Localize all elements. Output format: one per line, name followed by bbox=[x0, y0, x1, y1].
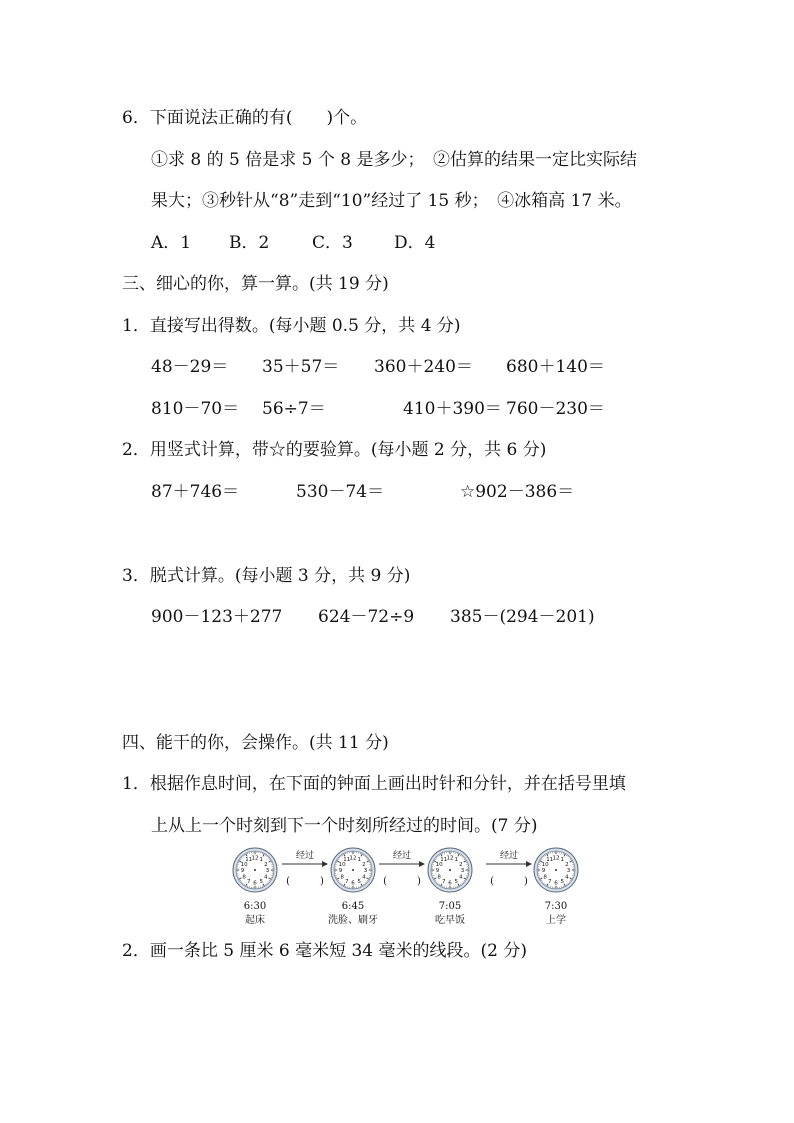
dial-number: 12 bbox=[446, 855, 454, 862]
dial-number: 12 bbox=[349, 855, 357, 862]
clock-activity-1: 起床 bbox=[245, 915, 265, 926]
dial-number: 5 bbox=[454, 878, 458, 885]
dial-number: 2 bbox=[362, 861, 366, 868]
dial-number: 5 bbox=[259, 878, 263, 885]
step-calc-item: 624－72÷9 bbox=[318, 607, 415, 627]
q6-option-d: D．4 bbox=[394, 233, 436, 253]
q6-stem: 6．下面说法正确的有( )个。 bbox=[122, 108, 368, 128]
mental-math-item: 810－70＝ bbox=[151, 399, 240, 419]
arrow-label: 经过 bbox=[392, 851, 411, 861]
dial-number: 3 bbox=[363, 868, 368, 874]
dial-number: 8 bbox=[437, 874, 441, 881]
dial-number: 2 bbox=[264, 861, 268, 868]
dial-number: 1 bbox=[560, 857, 564, 864]
dial-number: 7 bbox=[548, 878, 552, 885]
dial-number: 11 bbox=[440, 857, 448, 864]
dial-number: 8 bbox=[242, 874, 246, 881]
clock-activity-4: 上学 bbox=[546, 915, 566, 926]
dial-number: 3 bbox=[265, 868, 270, 874]
mental-math-item: 360＋240＝ bbox=[374, 357, 473, 377]
dial-number: 9 bbox=[338, 868, 343, 874]
vertical-calc-item: 530－74＝ bbox=[296, 482, 385, 502]
dial-number: 4 bbox=[565, 874, 569, 881]
clock-activity-3: 吃早饭 bbox=[435, 915, 465, 926]
dial-number: 10 bbox=[338, 861, 346, 868]
dial-number: 5 bbox=[560, 878, 564, 885]
dial-number: 8 bbox=[340, 874, 344, 881]
mental-math-item: 410＋390＝ bbox=[403, 399, 502, 419]
arrow-label: 经过 bbox=[499, 851, 518, 861]
clock-time-1: 6:30 bbox=[243, 901, 267, 912]
clock-face-3[interactable] bbox=[427, 847, 473, 893]
arrow-label: 经过 bbox=[295, 851, 314, 861]
dial-number: 7 bbox=[247, 878, 251, 885]
dial-number: 10 bbox=[541, 861, 549, 868]
clock-time-3: 7:05 bbox=[438, 901, 462, 912]
dial-number: 11 bbox=[245, 857, 253, 864]
dial-number: 11 bbox=[546, 857, 554, 864]
mental-math-item: 760－230＝ bbox=[506, 399, 605, 419]
mental-math-row-1 bbox=[151, 355, 651, 379]
dial-number: 9 bbox=[541, 868, 546, 874]
clock-dial-icon bbox=[232, 847, 278, 893]
right-arrow-icon bbox=[486, 859, 532, 869]
dial-number: 8 bbox=[543, 874, 547, 881]
clock-time-4: 7:30 bbox=[544, 901, 568, 912]
dial-number: 12 bbox=[552, 855, 560, 862]
step-calc-row bbox=[151, 605, 631, 629]
dial-number: 1 bbox=[357, 857, 361, 864]
dial-number: 3 bbox=[460, 868, 465, 874]
dial-number: 9 bbox=[435, 868, 440, 874]
section3-q2-stem: 2．用竖式计算，带☆的要验算。(每小题 2 分，共 6 分) bbox=[122, 440, 547, 460]
vertical-calc-item: ☆902－386＝ bbox=[460, 482, 575, 502]
clock-face-1[interactable] bbox=[232, 847, 278, 893]
dial-number: 10 bbox=[435, 861, 443, 868]
dial-number: 1 bbox=[454, 857, 458, 864]
mental-math-item: 35＋57＝ bbox=[262, 357, 340, 377]
section3-title: 三、细心的你，算一算。(共 19 分) bbox=[122, 274, 389, 294]
dial-number: 5 bbox=[357, 878, 361, 885]
q6-options bbox=[151, 231, 571, 255]
elapsed-time-blank-3[interactable]: ( ) bbox=[490, 876, 528, 887]
q6-option-b: B．2 bbox=[229, 233, 270, 253]
section4-title: 四、能干的你，会操作。(共 11 分) bbox=[122, 733, 389, 753]
clock-dial-icon bbox=[427, 847, 473, 893]
clock-face-2[interactable] bbox=[330, 847, 376, 893]
dial-number: 3 bbox=[566, 868, 571, 874]
dial-number: 11 bbox=[343, 857, 351, 864]
dial-number: 6 bbox=[448, 880, 452, 887]
clock-dial-icon bbox=[330, 847, 376, 893]
mental-math-item: 680＋140＝ bbox=[506, 357, 605, 377]
dial-number: 2 bbox=[565, 861, 569, 868]
dial-number: 6 bbox=[554, 880, 558, 887]
mental-math-item: 48－29＝ bbox=[151, 357, 229, 377]
dial-number: 12 bbox=[251, 855, 259, 862]
schedule-clock-figure bbox=[228, 845, 584, 929]
mental-math-row-2 bbox=[151, 397, 651, 421]
vertical-calc-row bbox=[151, 480, 631, 504]
dial-number: 2 bbox=[459, 861, 463, 868]
section4-q1-line1: 1．根据作息时间，在下面的钟面上画出时针和分针，并在括号里填 bbox=[122, 774, 626, 794]
dial-number: 7 bbox=[442, 878, 446, 885]
dial-number: 4 bbox=[362, 874, 366, 881]
clock-face-4[interactable] bbox=[533, 847, 579, 893]
q6-option-a: A．1 bbox=[151, 233, 192, 253]
dial-number: 9 bbox=[240, 868, 245, 874]
dial-number: 1 bbox=[259, 857, 263, 864]
elapsed-time-blank-1[interactable]: ( ) bbox=[286, 876, 324, 887]
dial-number: 10 bbox=[240, 861, 248, 868]
q6-statement-line1: ①求 8 的 5 倍是求 5 个 8 是多少； ②估算的结果一定比实际结 bbox=[151, 150, 637, 170]
step-calc-item: 385－(294－201) bbox=[450, 607, 595, 627]
dial-number: 6 bbox=[351, 880, 355, 887]
clock-dial-icon bbox=[533, 847, 579, 893]
section4-q2-stem: 2．画一条比 5 厘米 6 毫米短 34 毫米的线段。(2 分) bbox=[122, 941, 527, 961]
mental-math-item: 56÷7＝ bbox=[262, 399, 326, 419]
section3-q3-stem: 3．脱式计算。(每小题 3 分，共 9 分) bbox=[122, 566, 411, 586]
dial-number: 7 bbox=[345, 878, 349, 885]
dial-number: 4 bbox=[459, 874, 463, 881]
right-arrow-icon bbox=[379, 859, 425, 869]
section4-q1-line2: 上从上一个时刻到下一个时刻所经过的时间。(7 分) bbox=[151, 816, 538, 836]
elapsed-time-blank-2[interactable]: ( ) bbox=[383, 876, 421, 887]
q6-statement-line2: 果大；③秒针从“8”走到“10”经过了 15 秒； ④冰箱高 17 米。 bbox=[151, 191, 632, 211]
dial-number: 6 bbox=[253, 880, 257, 887]
q6-option-c: C．3 bbox=[312, 233, 353, 253]
step-calc-item: 900－123＋277 bbox=[151, 607, 283, 627]
clock-time-2: 6:45 bbox=[341, 901, 365, 912]
section3-q1-stem: 1．直接写出得数。(每小题 0.5 分，共 4 分) bbox=[122, 316, 461, 336]
dial-number: 4 bbox=[264, 874, 268, 881]
vertical-calc-item: 87＋746＝ bbox=[151, 482, 240, 502]
clock-activity-2: 洗脸、刷牙 bbox=[328, 915, 378, 926]
right-arrow-icon bbox=[282, 859, 328, 869]
